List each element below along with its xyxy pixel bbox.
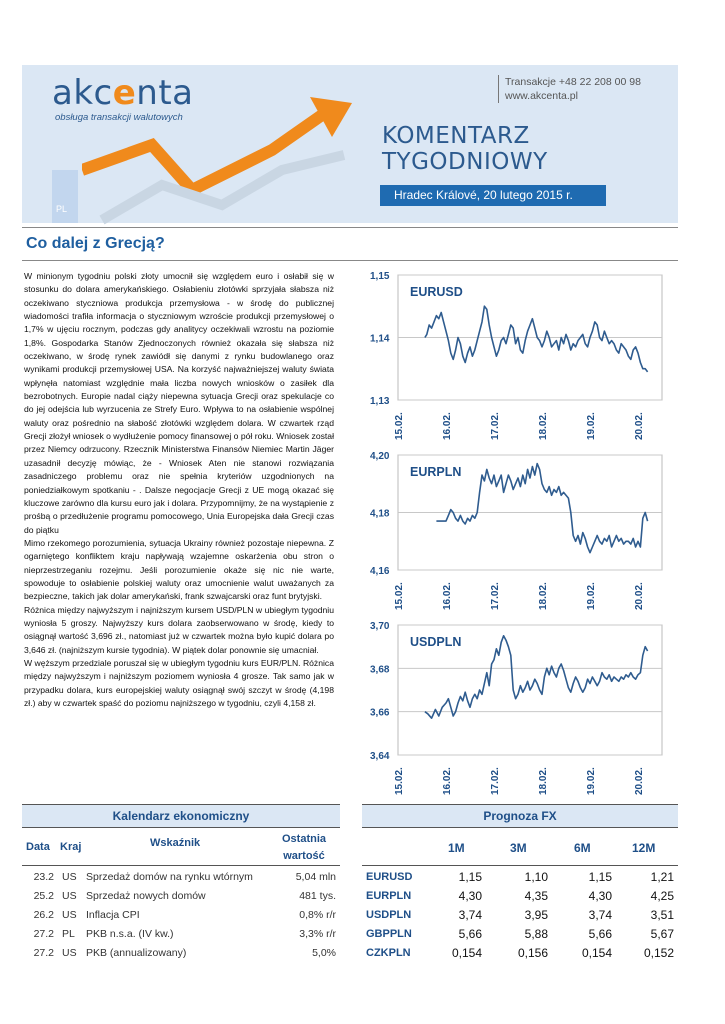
cell-date: 23.2 [33,871,54,883]
date-banner: Hradec Králové, 20 lutego 2015 r. [380,185,606,206]
cell-country: PL [62,928,75,940]
cell-indicator: Sprzedaż nowych domów [86,890,206,902]
cell-forecast: 3,95 [524,908,548,922]
cell-value: 481 tys. [299,890,336,902]
chart-eurpln [360,445,678,615]
table-row [362,887,678,906]
table-row [22,944,340,963]
cell-forecast: 3,74 [588,908,612,922]
x-tick-label: 18.02. [538,767,549,795]
y-tick-label: 3,70 [370,621,390,632]
table-row [22,925,340,944]
cell-date: 25.2 [33,890,54,902]
x-tick-label: 15.02. [394,582,405,610]
col-indicator: Wskaźnik [150,837,201,849]
x-tick-label: 20.02. [634,412,645,440]
table-row [22,868,340,887]
cell-date: 27.2 [33,947,54,959]
akcenta-logo: akcenta [52,73,194,113]
cell-date: 27.2 [33,928,54,940]
cell-forecast: 0,154 [581,946,612,960]
cell-forecast: 4,25 [650,889,674,903]
article-paragraph: W minionym tygodniu polski złoty umocnił się względem euro i osłabił się w stosunku do dolara amerykańskiego. Osłabieniu złotówki sprzyjała słabsza niż oczekiwano styczniowa produkcja przemysłowa - w środę do publicznej wiadomości trafiła informacja o styczniowym wzroście produkcji przemysłowej o 1,7% w ujęciu rocznym, podczas gdy analitycy oczekiwali wzrostu na poziomie 1,8%. Gospodarka Stanów Zjednoczonych również okazała się słabsza niż oczekiwano, w środę rynek zawiódł się danymi z rynku budowlanego oraz wynikami produkcji przemysłowej USA. Na korzyść najważniejszej waluty świata wpłynęła natomiast względnie mała liczba nowych wniosków o zasiłek dla bezrobotnych. Europie nadal ciąży niepewna sytuacja Grecji oraz spekulacje co do jej odejścia lub wyrzucenia ze Strefy Euro. Wpływa to na osłabienie wspólnej waluty oraz pośrednio na słabość złotówki względem dolara. W czwartek rząd Grecji złożył wniosek o wydłużenie pomocy finansowej o pół roku. Wniosek został przez Niemcy odrzucony. Rzecznik Ministerstwa Finansów Niemiec Martin Jäger uzasadnił decyzję mówiąc, że - Wniosek Aten nie stanowi rozwiązania zasadniczego problemu oraz nie spełnia kryteriów uzgodnionych na poniedziałkowym spotkaniu - . Dalsze negocjacje Grecji z UE mogą okazać się kluczowe zarówno dla kursu euro jak i dolara. Przypomnijmy, że na wystąpienie z prośbą o przedłużenie programu pomocowego, Unia Europejska dała Grecji czas do piątku [24,271,334,535]
cell-forecast: 5,66 [458,927,482,941]
chart-title: EURPLN [410,465,462,479]
col-last-value: Ostatnia wartość [281,833,326,862]
calendar-title: Kalendarz ekonomiczny [22,804,340,828]
cell-forecast: 1,21 [650,870,674,884]
x-tick-label: 19.02. [586,412,597,440]
cell-indicator: Sprzedaż domów na rynku wtórnym [86,871,253,883]
x-tick-label: 18.02. [538,412,549,440]
trend-arrow-icon [82,95,372,225]
x-tick-label: 20.02. [634,582,645,610]
y-tick-label: 1,13 [370,396,390,407]
cell-value: 0,8% r/r [299,909,336,921]
cell-pair: EURUSD [366,871,413,883]
contact-phone: Transakcje +48 22 208 00 98 [505,76,641,88]
calendar-header [22,828,340,866]
cell-forecast: 5,66 [588,927,612,941]
article-title: Co dalej z Grecją? [26,235,165,252]
x-tick-label: 15.02. [394,412,405,440]
cell-forecast: 1,15 [588,870,612,884]
x-tick-label: 20.02. [634,767,645,795]
cell-pair: EURPLN [366,890,412,902]
article-paragraph: Różnica między najwyższym i najniższym kursem USD/PLN w ubiegłym tygodniu wyniosła 5 groszy. Najwyższy kurs dolara zaobserwowano w środę, kiedy to osiągnął wartość 3,696 zł., natomiast już w czwartek można było kupić dolara po 3,646 zł. (najniższym kursie tygodnia). W piątek dolar ponownie się umacniał. [24,604,334,655]
x-tick-label: 18.02. [538,582,549,610]
cell-forecast: 0,152 [643,946,674,960]
x-tick-label: 16.02. [442,582,453,610]
cell-indicator: Inflacja CPI [86,909,140,921]
cell-pair: CZKPLN [366,947,411,959]
cell-forecast: 0,156 [517,946,548,960]
x-tick-label: 19.02. [586,582,597,610]
y-tick-label: 3,66 [370,707,390,719]
cell-indicator: PKB n.s.a. (IV kw.) [86,928,174,940]
chart-title: EURUSD [410,285,463,299]
document-title [382,123,548,175]
chart-usdpln [360,615,678,800]
y-tick-label: 3,64 [370,751,390,762]
cell-country: US [62,909,77,921]
y-tick-label: 4,18 [370,508,390,520]
cell-forecast: 3,51 [650,908,674,922]
cell-forecast: 5,67 [650,927,674,941]
cell-forecast: 3,74 [458,908,482,922]
y-tick-label: 1,14 [370,333,390,345]
y-tick-label: 4,16 [370,566,390,577]
x-tick-label: 16.02. [442,412,453,440]
contact-info [498,75,641,103]
x-tick-label: 19.02. [586,767,597,795]
article-body [24,270,334,710]
col-3m: 3M [510,841,527,855]
language-tab [52,170,78,223]
x-tick-label: 17.02. [490,412,501,440]
x-tick-label: 16.02. [442,767,453,795]
x-tick-label: 17.02. [490,582,501,610]
cell-forecast: 1,15 [458,870,482,884]
col-6m: 6M [574,841,591,855]
cell-forecast: 0,154 [451,946,482,960]
cell-forecast: 1,10 [524,870,548,884]
col-country: Kraj [60,841,82,853]
cell-value: 5,0% [312,947,336,959]
table-row [362,925,678,944]
cell-forecast: 4,30 [458,889,482,903]
cell-forecast: 4,35 [524,889,548,903]
cell-country: US [62,890,77,902]
title-line-2: TYGODNIOWY [382,149,548,175]
forecast-title: Prognoza FX [362,804,678,828]
col-date: Data [26,841,50,853]
chart-title: USDPLN [410,635,462,649]
logo-tagline: obsługa transakcji walutowych [55,112,183,123]
col-1m: 1M [448,841,465,855]
cell-pair: USDPLN [366,909,412,921]
cell-country: US [62,871,77,883]
cell-date: 26.2 [33,909,54,921]
contact-web[interactable]: www.akcenta.pl [505,90,578,102]
cell-pair: GBPPLN [366,928,412,940]
table-row [22,906,340,925]
cell-value: 5,04 mln [295,871,336,883]
cell-country: US [62,947,77,959]
cell-indicator: PKB (annualizowany) [86,947,187,959]
col-12m: 12M [632,841,656,855]
y-tick-label: 4,20 [370,451,390,462]
table-row [362,906,678,925]
language-label: PL [56,204,68,214]
table-row [22,887,340,906]
table-row [362,868,678,887]
title-line-1: KOMENTARZ [382,123,530,149]
chart-eurusd [360,265,678,445]
x-tick-label: 15.02. [394,767,405,795]
cell-value: 3,3% r/r [299,928,336,940]
header-banner [22,65,678,223]
article-paragraph: Mimo rzekomego porozumienia, sytuacja Ukrainy również pozostaje niepewna. Z ogarniętego konfliktem kraju napływają wzajemne oskarżenia obu stron o nieprzestrzeganiu rozejmu. Jeśli porozumienie okaże się nic nie warte, spowoduje to osłabienie polskiej waluty oraz umocnienie walut uważanych za bezpieczne, takich jak dolar amerykański, frank szwajcarski oraz funt brytyjski. [24,537,334,602]
x-tick-label: 17.02. [490,767,501,795]
forecast-header [362,828,678,866]
y-tick-label: 1,15 [370,271,390,282]
table-row [362,944,678,963]
cell-forecast: 4,30 [588,889,612,903]
y-tick-label: 3,68 [370,664,390,676]
cell-forecast: 5,88 [524,927,548,941]
article-paragraph: W węższym przedziale poruszał się w ubiegłym tygodniu kurs EUR/PLN. Różnica między najwyższym i najniższym poziomem wyniosła 4 grosze. Tak samo jak w przypadku dolara, kurs europejskiej waluty osiągnął swój szczyt w środę (4,198 zł.) aby w czwartek spaść do poziomu najniższego w tygodniu, czyli 4,158 zł. [24,657,334,708]
article-title-bar [22,227,678,261]
